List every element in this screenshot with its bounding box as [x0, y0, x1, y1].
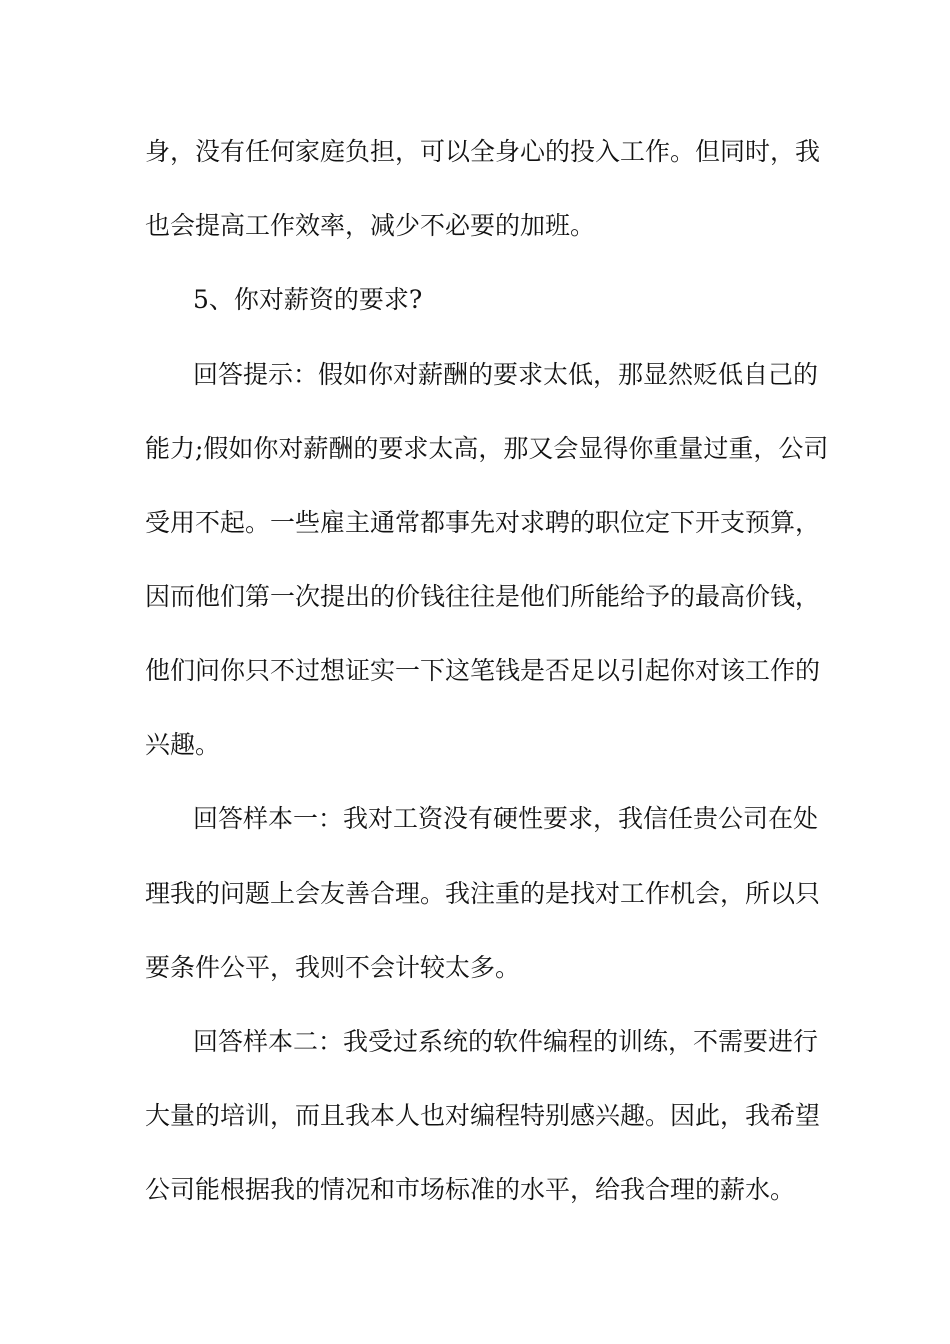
text-line: 大量的培训，而且我本人也对编程特别感兴趣。因此，我希望: [145, 1101, 821, 1130]
question-heading: 5、你对薪资的要求?: [193, 285, 423, 314]
text-line: 回答样本一：我对工资没有硬性要求，我信任贵公司在处: [193, 804, 819, 833]
text-line: 公司能根据我的情况和市场标准的水平，给我合理的薪水。: [145, 1175, 796, 1204]
text-line: 回答提示：假如你对薪酬的要求太低，那显然贬低自己的: [193, 360, 819, 389]
text-line: 受用不起。一些雇主通常都事先对求聘的职位定下开支预算，: [145, 508, 821, 537]
text-line: 能力;假如你对薪酬的要求太高，那又会显得你重量过重，公司: [145, 434, 829, 463]
text-line: 回答样本二：我受过系统的软件编程的训练，不需要进行: [193, 1027, 819, 1056]
text-line: 也会提高工作效率，减少不必要的加班。: [145, 211, 596, 240]
text-line: 理我的问题上会友善合理。我注重的是找对工作机会，所以只: [145, 879, 821, 908]
text-line: 因而他们第一次提出的价钱往往是他们所能给予的最高价钱，: [145, 582, 821, 611]
text-line: 身，没有任何家庭负担，可以全身心的投入工作。但同时，我: [145, 137, 821, 166]
text-line: 他们问你只不过想证实一下这笔钱是否足以引起你对该工作的: [145, 656, 821, 685]
text-line: 要条件公平，我则不会计较太多。: [145, 953, 521, 982]
text-line: 兴趣。: [145, 730, 221, 759]
